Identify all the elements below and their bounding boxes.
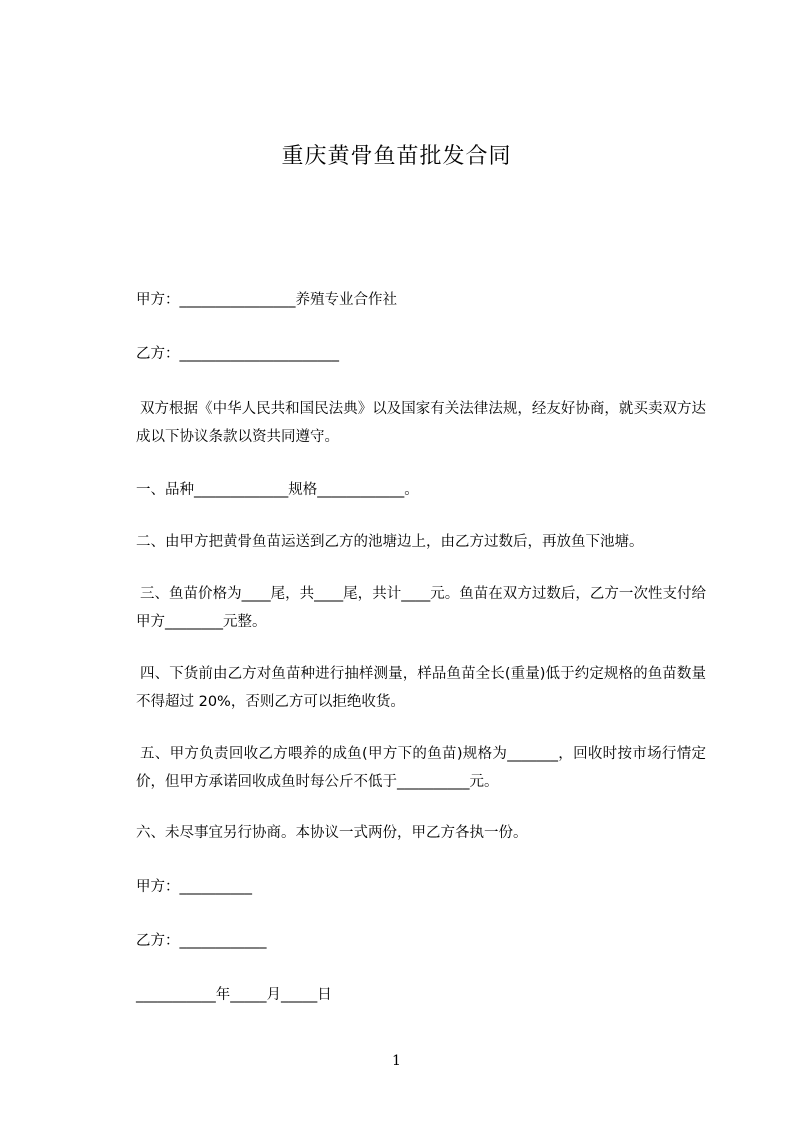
date-line: ___________年_____月_____日 [136,987,332,1003]
clause-4: 四、下货前由乙方对鱼苗种进行抽样测量，样品鱼苗全长(重量)低于约定规格的鱼苗数量不得超过 20%，否则乙方可以拒绝收货。 [136,666,706,710]
document-title: 重庆黄骨鱼苗批发合同 [281,144,512,169]
intro-paragraph: 双方根据《中华人民共和国民法典》以及国家有关法律法规，经友好协商，就买卖双方达成以下协议条款以资共同遵守。 [136,401,706,445]
clause-1: 一、品种_____________规格____________。 [136,482,419,498]
signature-party-a: 甲方：__________ [136,879,252,895]
clause-2: 二、由甲方把黄骨鱼苗运送到乙方的池塘边上，由乙方过数后，再放鱼下池塘。 [136,534,644,550]
signature-party-b: 乙方：____________ [136,933,267,949]
party-b-line: 乙方：______________________ [136,346,339,362]
page-number: 1 [392,1053,401,1069]
clause-6: 六、未尽事宜另行协商。本协议一式两份，甲乙方各执一份。 [136,825,528,841]
clause-3: 三、鱼苗价格为____尾，共____尾，共计____元。鱼苗在双方过数后，乙方一次性支付给甲方________元整。 [136,586,706,630]
clause-5: 五、甲方负责回收乙方喂养的成鱼(甲方下的鱼苗)规格为_______，回收时按市场行情定价，但甲方承诺回收成鱼时每公斤不低于__________元。 [136,746,706,790]
party-a-line: 甲方：________________养殖专业合作社 [136,292,397,308]
